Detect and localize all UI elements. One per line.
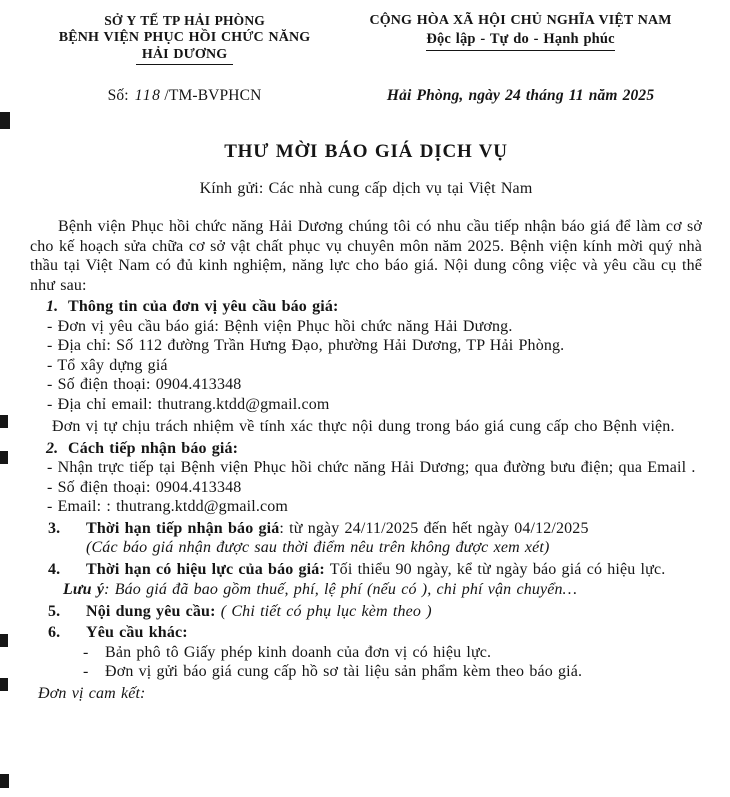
section-1-item: - Tổ xây dựng giá bbox=[47, 356, 168, 374]
document-header bbox=[30, 12, 702, 65]
section-4-number: 4. bbox=[48, 560, 61, 578]
document-meta-row bbox=[30, 87, 702, 105]
section-6-item: - Bản phô tô Giấy phép kinh doanh của đơn vị có hiệu lực. bbox=[83, 643, 492, 661]
national-title: CỘNG HÒA XÃ HỘI CHỦ NGHĨA VIỆT NAM bbox=[369, 13, 672, 28]
closing-line: Đơn vị cam kết: bbox=[38, 684, 146, 702]
section-3-note: (Các báo giá nhận được sau thời điểm nêu trên không được xem xét) bbox=[86, 539, 550, 556]
section-5-line: 5. Nội dung yêu cầu: ( Chi tiết có phụ lục kèm theo ) bbox=[48, 602, 432, 620]
national-motto: Độc lập - Tự do - Hạnh phúc bbox=[339, 30, 702, 51]
scan-artifact-mark bbox=[0, 678, 8, 691]
document-body bbox=[30, 217, 702, 703]
section-4-note: Lưu ý: Báo giá đã bao gồm thuế, phí, lệ phí (nếu có ), chi phí vận chuyển… bbox=[63, 581, 578, 598]
section-1-item: - Đơn vị yêu cầu báo giá: Bệnh viện Phục hồi chức năng Hải Dương. bbox=[47, 317, 513, 335]
scan-artifact-mark bbox=[0, 415, 8, 428]
dash-bullet: - bbox=[83, 643, 89, 661]
section-1-number: 1. bbox=[46, 298, 59, 315]
section-6-heading: 6. Yêu cầu khác: bbox=[48, 624, 188, 641]
section-4-line: 4. Thời hạn có hiệu lực của báo giá: Tối thiểu 90 ngày, kể từ ngày báo giá có hiệu lực. bbox=[48, 560, 666, 578]
org-name-line1: BỆNH VIỆN PHỤC HỒI CHỨC NĂNG bbox=[58, 30, 311, 45]
document-title: THƯ MỜI BÁO GIÁ DỊCH VỤ bbox=[224, 141, 508, 162]
section-2-item: - Số điện thoại: 0904.413348 bbox=[47, 478, 242, 496]
section-1-item-email: - Địa chỉ email: thutrang.ktdd@gmail.com bbox=[47, 395, 330, 413]
issuing-org-block bbox=[30, 12, 339, 65]
document-number-handwritten: 118 bbox=[134, 87, 162, 104]
salutation-line: Kính gửi: Các nhà cung cấp dịch vụ tại Việt Nam bbox=[199, 180, 533, 197]
section-1-item: - Địa chỉ: Số 112 đường Trần Hưng Đạo, phường Hải Dương, TP Hải Phòng. bbox=[47, 337, 565, 354]
section-2-number: 2. bbox=[46, 439, 59, 457]
org-department: SỞ Y TẾ TP HẢI PHÒNG bbox=[104, 13, 265, 28]
org-name-line2: HẢI DƯƠNG bbox=[30, 46, 339, 65]
section-1-note: Đơn vị tự chịu trách nhiệm về tính xác thực nội dung trong báo giá cung cấp cho Bệnh viện. bbox=[52, 418, 675, 435]
document-number-label: Số: bbox=[107, 87, 129, 104]
national-motto-block bbox=[339, 12, 702, 65]
section-1-item: - Số điện thoại: 0904.413348 bbox=[47, 376, 242, 393]
dash-bullet: - bbox=[83, 663, 89, 680]
note-label: Lưu ý bbox=[63, 581, 105, 598]
section-6-number: 6. bbox=[48, 624, 61, 641]
section-2-item: - Nhận trực tiếp tại Bệnh viện Phục hồi chức năng Hải Dương; qua đường bưu điện; qua Email . bbox=[47, 459, 696, 476]
section-3-number: 3. bbox=[48, 519, 61, 537]
section-5-number: 5. bbox=[48, 602, 61, 620]
section-1-heading: 1. Thông tin của đơn vị yêu cầu báo giá: bbox=[46, 298, 339, 315]
scan-artifact-mark bbox=[0, 774, 9, 788]
scan-artifact-mark bbox=[0, 634, 8, 647]
document-number-suffix: /TM-BVPHCN bbox=[164, 87, 262, 104]
document-number bbox=[30, 87, 339, 105]
section-3-line: 3. Thời hạn tiếp nhận báo giá: từ ngày 24/11/2025 đến hết ngày 04/12/2025 bbox=[48, 519, 589, 537]
section-2-item-email: - Email: : thutrang.ktdd@gmail.com bbox=[47, 498, 289, 515]
section-2-heading: 2. Cách tiếp nhận báo giá: bbox=[46, 439, 239, 457]
place-date-line: Hải Phòng, ngày 24 tháng 11 năm 2025 bbox=[386, 87, 655, 104]
scan-artifact-mark bbox=[0, 112, 10, 129]
intro-paragraph: Bệnh viện Phục hồi chức năng Hải Dương chúng tôi có nhu cầu tiếp nhận báo giá để làm cơ sở cho kế hoạch sửa chữa cơ sở vật chất phục vụ chuyên môn năm 2025. Bệnh viện kính mời quý nhà thầu tại Việt Nam có đủ kinh nghiệm, năng lực cho báo giá. Nội dung công việc và yêu cầu cụ thể như sau: bbox=[30, 218, 702, 294]
section-6-item: - Đơn vị gửi báo giá cung cấp hồ sơ tài liệu sản phẩm kèm theo báo giá. bbox=[83, 663, 583, 680]
scan-artifact-mark bbox=[0, 451, 8, 464]
